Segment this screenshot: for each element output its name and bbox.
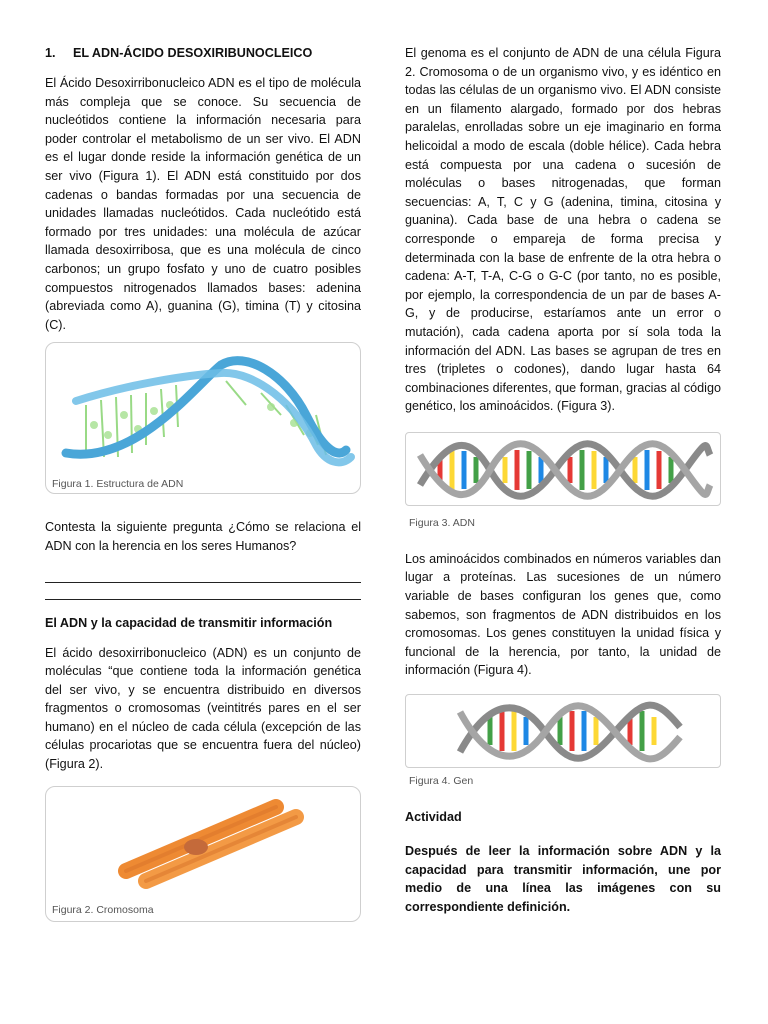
paragraph-adn-transmission: El ácido desoxirribonucleico (ADN) es un conjunto de moléculas “que contiene toda la información genética del ser vivo, y se encuentra distribuido en diversos fragmentos o cromosomas (veintitrés pares en el ser humano) en el núcleo de cada célula (excepción de las células procariotas que se encuentra fuera del núcleo) (Figura 2). — [45, 645, 361, 772]
figure-gene — [405, 694, 721, 768]
right-column — [405, 44, 721, 916]
paragraph-aminoacids: Los aminoácidos combinados en números variables dan lugar a proteínas. Las sucesiones de un número variable de bases configuran los genes que, como sabemos, son fragmentos de ADN distribuidos en los cromosomas. Los genes constituyen la unidad física y funcional de la herencia, por tanto, la unidad de información (Figura 4). — [405, 551, 721, 678]
figure4-caption: Figura 4. Gen — [409, 775, 474, 788]
question-text: Contesta la siguiente pregunta ¿Cómo se relaciona el ADN con la herencia en los seres Humanos? — [45, 520, 361, 553]
answer-line-1[interactable] — [45, 582, 361, 583]
subheading: El ADN y la capacidad de transmitir información — [45, 615, 333, 630]
dna-helix-3d-image — [46, 345, 362, 475]
figure-dna-structure — [45, 342, 361, 494]
intro-paragraph: El Ácido Desoxirribonucleico ADN es el tipo de molécula más compleja que se conoce. Su secuencia de nucleótidos contiene la información necesaria para poder controlar el metabolismo de un ser vivo. El ADN es el lugar donde reside la información genética de un ser vivo (Figura 1). El ADN está constituido por dos cadenas o bandas formadas por una secuencia de unidades llamadas nucleótidos. Cada nucleótido está formado por tres unidades: una molécula de azúcar llamada desoxirribosa, que es una molécula de cinco carbonos; un grupo fosfato y uno de cuatro posibles compuestos nitrogenados llamados bases: adenina (abreviada como A), guanina (G), timina (T) y citosina (C). — [45, 76, 361, 332]
figure2-caption: Figura 2. Cromosoma — [52, 903, 154, 916]
section-title: EL ADN-ÁCIDO DESOXIRIBUNOCLEICO — [73, 46, 313, 60]
left-column — [45, 44, 361, 922]
paragraph-genome: El genoma es el conjunto de ADN de una célula Figura 2. Cromosoma o de un organismo vivo, y es idéntico en todas las células de un organismo vivo. El ADN consiste en un filamento alargado, formado por dos hebras paralelas, enrolladas sobre un eje imaginario en forma helicoidal a modo de escala (doble hélice). Cada hebra está compuesta por una cadena o sucesión de moléculas o bases nitrogenadas, que forman secuencias: A, T, C y G (adenina, timina, citosina y guanina). Cada base de una hebra o cadena se corresponde o empareja de forma precisa y determinada con la base de enfrente de la otra hebra o cadena: A-T, T-A, C-G o G-C (por tanto, no es posible, por ejemplo, la correspondencia de un par de bases A-G, y de producirse, estaríamos ante un error o mutación), cada cadena aporta por sí sola toda la información del ADN. Las bases se agrupan de tres en tres (tripletes o codones), dando lugar hasta 64 combinaciones diferentes, que forman, gracias al código genético, los aminoácidos. (Figura 3). — [405, 46, 721, 414]
figure1-caption: Figura 1. Estructura de ADN — [52, 478, 184, 491]
figure-dna — [405, 432, 721, 506]
gene-helix-image — [410, 697, 716, 763]
section-number: 1. — [45, 46, 56, 60]
section-heading — [45, 44, 361, 62]
answer-line-2[interactable] — [45, 599, 361, 600]
figure3-caption: Figura 3. ADN — [409, 516, 475, 529]
activity-title: Actividad — [405, 810, 462, 825]
chromosome-image — [46, 789, 362, 899]
activity-text: Después de leer la información sobre ADN y la capacidad para transmitir información, une por medio de una línea las imágenes con su correspondiente definición. — [405, 844, 721, 914]
figure-chromosome — [45, 786, 361, 922]
dna-double-helix-image — [410, 435, 716, 501]
